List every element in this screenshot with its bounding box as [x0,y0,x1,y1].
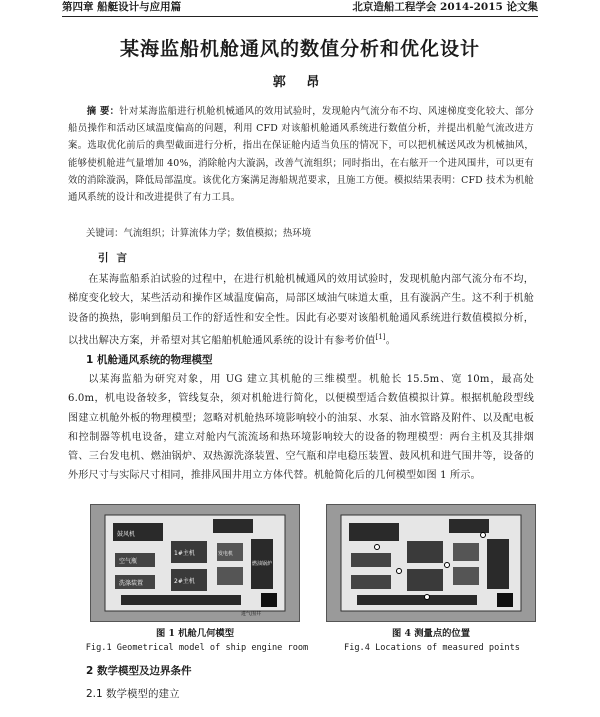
fig1-label-engine2: 2#主机 [174,578,195,585]
fig1-intake-trunk [261,593,277,607]
fig1-label-blower: 鼓风机 [117,531,136,538]
header-proceedings: 北京造船工程学会 2014-2015 论文集 [352,1,538,13]
header-chapter: 第四章 船艇设计与应用篇 [62,1,182,13]
section-2-1-heading: 2.1 数学模型的建立 [86,688,180,700]
running-header [62,0,538,17]
figure-4-caption-en: Fig.4 Locations of measured points [344,643,520,653]
intro-text: 在某海监船系泊试验的过程中，在进行机舱机械通风的效用试验时，发现机舱内部气流分布不均，梯度变化较大，某些活动和操作区域温度偏高，局部区域油气味道太重，且有漩涡产生。这不利于机舱设备的换热，影响到船员工作的舒适性和安全性。因此有必要对该船机舱通风系统进行数值模拟分析，以找出解决方案，并希望对其它船舶机舱通风系统的设计有参考价值 [68,274,534,347]
figure-4-caption-cn: 图 4 测量点的位置 [391,628,471,639]
fig1-bottom-duct [121,595,241,605]
fig4-bottom-duct [357,595,477,605]
section-2-heading: 2 数学模型及边界条件 [86,665,192,677]
figure-4-drawing [327,505,535,621]
fig4-intake-trunk [497,593,513,607]
fig1-exhaust-duct [213,519,253,533]
fig4-generator-b [453,567,479,585]
fig1-label-intake: 进气围井 [241,611,262,617]
author-name: 郭 昂 [272,75,328,90]
abstract [68,103,534,206]
fig4-air-bottle [351,553,391,567]
intro-end: 。 [385,335,396,347]
fig4-exhaust-duct [449,519,489,533]
intro-citation[interactable]: [1] [375,332,386,341]
fig4-scrubber [351,575,391,589]
figure-1-drawing [91,505,299,621]
paper-title: 某海监船机舱通风的数值分析和优化设计 [119,38,480,60]
figure-1-engine-room-model [90,504,300,622]
fig4-generator-a [453,543,479,561]
figure-1-caption-cn: 图 1 机舱几何模型 [155,628,235,639]
fig4-blower [349,523,399,541]
keywords-label: 关键词： [86,228,124,239]
figure-4-measurement-points [326,504,536,622]
section-1-heading: 1 机舱通风系统的物理模型 [86,354,213,366]
fig4-boiler [487,539,509,589]
abstract-label: 摘 要： [86,106,120,117]
fig1-label-scrubber: 洗涤装置 [119,580,144,587]
fig1-label-air-bottle: 空气瓶 [119,558,138,565]
figure-1-caption-en: Fig.1 Geometrical model of ship engine room [85,643,309,653]
section-1-paragraph: 以某海监船为研究对象，用 UG 建立其机舱的三维模型。机舱长 15.5m、宽 10m，最高处 6.0m，机电设备较多，管线复杂，须对机舱进行简化，以便模型适合数值模拟计算。根据机舱段型线图建立机舱外板的物理模型；忽略对机舱热环境影响较小的油泵、水泵、油水管路及附件、以及配电板和控制器等机电设备，建立对舱内气流流场和热环境影响较大的设备的物理模型：两台主机及其排烟管、三台发电机、燃油锅炉、双热源洗涤装置、空气瓶和岸电稳压装置、鼓风机和进气围井等，设备的外形尺寸与实际尺寸相同，推排风围井用立方体代替。机舱简化后的几何模型如图 1 所示。 [68,374,534,482]
abstract-text: 针对某海监船进行机舱机械通风的效用试验时，发现舱内气流分布不均、风速梯度变化较大、部分船员操作和活动区域温度偏高的问题，利用 CFD 对该船机舱通风系统进行数值分析，并提出机舱气流改进方案。选取优化前后的典型截面进行分析，指出在保证舱内适当负压的情况下，可以把机械送风改为机械抽风，能够使机舱进气量增加 40%，消除舱内大漩涡，改善气流组织；同时指出，在右舷开一个进风围井，可以更有效的消除漩涡，降低局部温度。该优化方案满足海船规范要求，且施工方便。模拟结果表明：CFD 技术为机舱通风系统的设计和改进提供了有力工具。 [68,106,534,204]
fig4-main-engine-1 [407,541,443,563]
fig1-label-generator: 发电机 [218,551,234,557]
fig4-main-engine-2 [407,569,443,591]
fig4-measure-point [425,595,430,600]
fig4-measure-point [481,533,486,538]
intro-heading: 引言 [98,252,135,264]
keywords [86,227,526,241]
fig1-label-engine1: 1#主机 [174,550,195,557]
fig1-generator-b [217,567,243,585]
fig4-measure-point [397,569,402,574]
fig1-label-boiler: 燃油锅炉 [252,561,273,567]
fig4-measure-point [445,563,450,568]
fig4-measure-point [375,545,380,550]
intro-paragraph [68,270,534,351]
keywords-text: 气流组织；计算流体力学；数值模拟；热环境 [123,228,312,239]
